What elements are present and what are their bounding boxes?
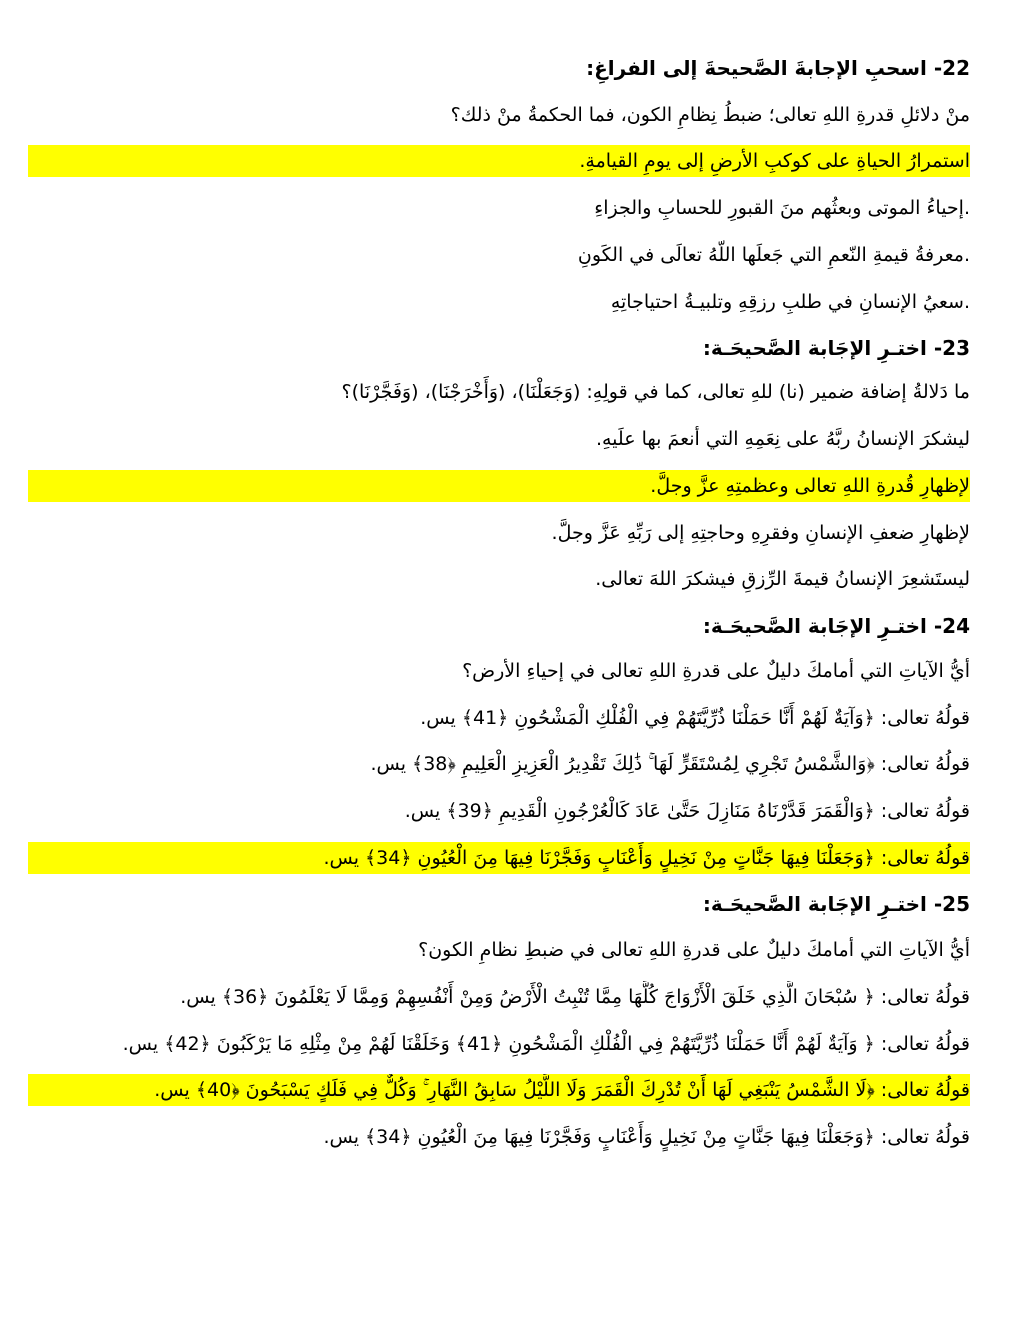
question-22-option-correct[interactable]: استمرارُ الحياةِ على كوكبِ الأرضِ إلى يومِ القيامةِ.: [28, 145, 970, 177]
question-24-option[interactable]: قولُهُ تعالى: ﴿وَآيَةٌ لَهُمْ أَنَّا حَمَلْنَا ذُرِّيَّتَهُمْ فِي الْفُلْكِ الْمَشْحُونِ ﴿41﴾ يس.: [420, 707, 970, 729]
question-25-option[interactable]: قولُهُ تعالى: ﴿ وَآيَةٌ لَهُمْ أَنَّا حَمَلْنَا ذُرِّيَّتَهُمْ فِي الْفُلْكِ الْمَشْحُونِ ﴿41﴾ وَخَلَقْنَا لَهُمْ مِنْ مِثْلِهِ مَا يَرْكَبُونَ ﴿42﴾ يس.: [122, 1033, 970, 1055]
question-24-prompt: أيُّ الآياتِ التي أمامكَ دليلٌ على قدرةِ اللهِ تعالى في إحياءِ الأرض؟: [462, 660, 970, 682]
question-25-option-correct[interactable]: قولُهُ تعالى: ﴿لَا الشَّمْسُ يَنْبَغِي لَهَا أَنْ تُدْرِكَ الْقَمَرَ وَلَا اللَّيْلُ سَابِقُ النَّهَارِ ۚ وَكُلٌّ فِي فَلَكٍ يَسْبَحُونَ ﴿40﴾ يس.: [28, 1074, 970, 1106]
question-24-option[interactable]: قولُهُ تعالى: ﴿وَالْقَمَرَ قَدَّرْنَاهُ مَنَازِلَ حَتَّىٰ عَادَ كَالْعُرْجُونِ الْقَدِيمِ ﴿39﴾ يس.: [404, 800, 970, 822]
question-23-option[interactable]: ليشكرَ الإنسانُ ربَّهُ على نِعَمِهِ التي أنعمَ بها علَيهِ.: [595, 428, 970, 450]
question-24-option-correct[interactable]: قولُهُ تعالى: ﴿وَجَعَلْنَا فِيهَا جَنَّاتٍ مِنْ نَخِيلٍ وَأَعْنَابٍ وَفَجَّرْنَا فِيهَا مِنَ الْعُيُونِ ﴿34﴾ يس.: [28, 842, 970, 874]
question-25-option[interactable]: قولُهُ تعالى: ﴿ سُبْحَانَ الَّذِي خَلَقَ الْأَزْوَاجَ كُلَّهَا مِمَّا تُنْبِتُ الْأَرْضُ وَمِنْ أَنْفُسِهِمْ وَمِمَّا لَا يَعْلَمُونَ ﴿36﴾ يس.: [180, 986, 970, 1008]
question-23-option-correct[interactable]: لإظهارِ قُدرةِ اللهِ تعالى وعظمتِهِ عزَّ وجلَّ.: [28, 470, 970, 502]
question-25-heading: 25- اختـرِ الإجَابة الصَّحيحَـة:: [702, 892, 970, 916]
question-23-prompt: ما دَلالةُ إضافة ضمير (نا) للهِ تعالى، كما في قولِهِ: (وَجَعَلْنَا)، (وَأَخْرَجْنَا)، (وَفَجَّرْنَا)؟: [341, 381, 970, 403]
question-23-option[interactable]: لإظهارِ ضعفِ الإنسانِ وفقرِهِ وحاجتِهِ إلى رَبِّهِ عَزَّ وجلَّ.: [551, 522, 970, 544]
question-24-heading: 24- اختـرِ الإجَابة الصَّحيحَـة:: [702, 614, 970, 638]
question-22-prompt: منْ دلائلِ قدرةِ اللهِ تعالى؛ ضبطُ نِظامِ الكون، فما الحكمةُ منْ ذلك؟: [450, 104, 970, 126]
question-22-option[interactable]: .معرفةُ قيمةِ النّعمِ التي جَعلَها اللّهُ تعالَى في الكَونِ: [577, 244, 970, 266]
question-24-option[interactable]: قولُهُ تعالى: ﴿وَالشَّمْسُ تَجْرِي لِمُسْتَقَرٍّ لَهَا ۚ ذَٰلِكَ تَقْدِيرُ الْعَزِيزِ الْعَلِيمِ ﴿38﴾ يس.: [370, 753, 970, 775]
question-25-option[interactable]: قولُهُ تعالى: ﴿وَجَعَلْنَا فِيهَا جَنَّاتٍ مِنْ نَخِيلٍ وَأَعْنَابٍ وَفَجَّرْنَا فِيهَا مِنَ الْعُيُونِ ﴿34﴾ يس.: [323, 1126, 970, 1148]
question-22-option[interactable]: .سعيُ الإنسانِ في طلبِ رزقِهِ وتلبيـةُ احتياجاتِهِ: [610, 291, 970, 313]
question-23-heading: 23- اختـرِ الإجَابة الصَّحيحَـة:: [702, 336, 970, 360]
question-22-heading: 22- اسحبِ الإجابةَ الصَّحيحةَ إلى الفراغِ:: [586, 56, 970, 80]
question-25-prompt: أيُّ الآياتِ التي أمامكَ دليلٌ على قدرةِ اللهِ تعالى في ضبطِ نظامِ الكون؟: [418, 939, 970, 961]
question-23-option[interactable]: ليستَشعِرَ الإنسانُ قيمةَ الرِّزقِ فيشكرَ اللهَ تعالى.: [595, 568, 970, 590]
question-22-option[interactable]: .إحياءُ الموتى وبعثُهم منَ القبورِ للحسابِ والجزاءِ: [594, 197, 970, 219]
